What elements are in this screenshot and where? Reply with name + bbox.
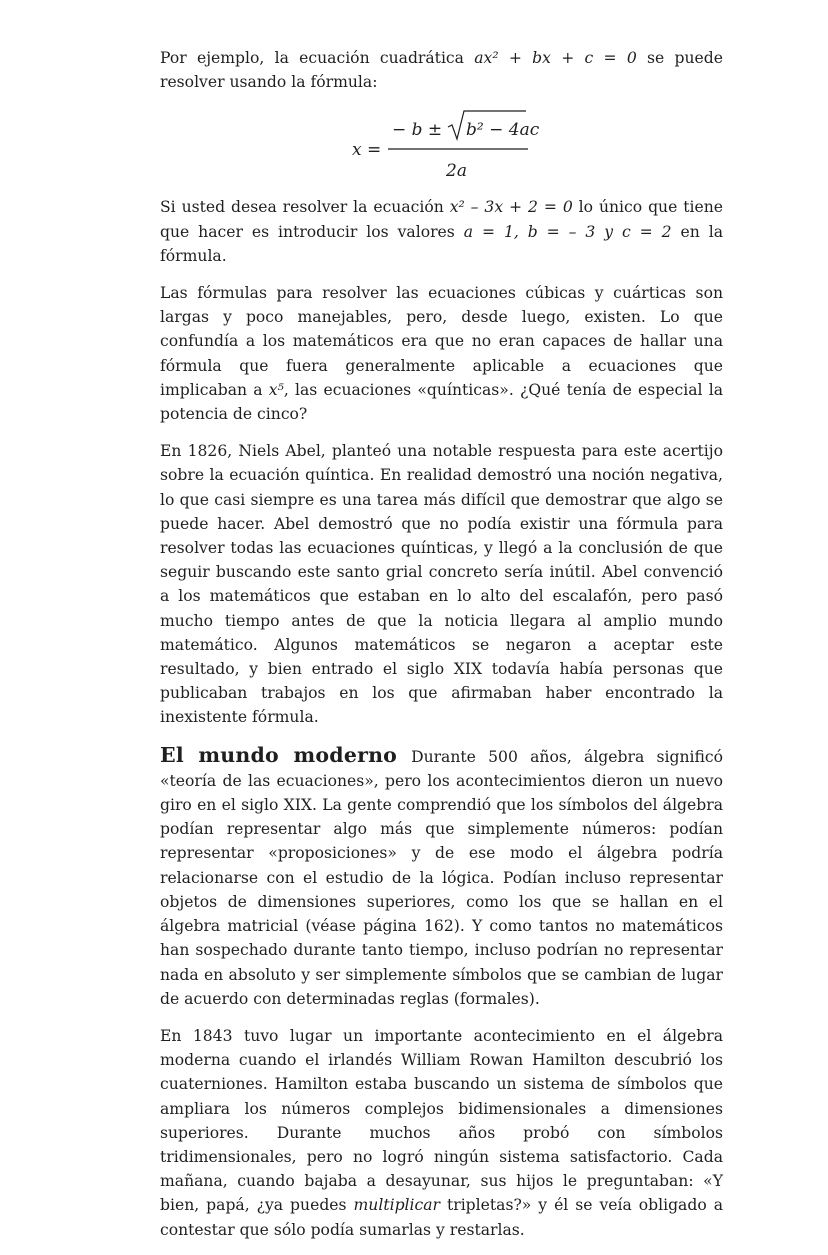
quadratic-formula-graphic	[348, 103, 548, 189]
formula-numerator-pre: − b ±	[392, 120, 443, 141]
text: Las fórmulas para resolver las ecuaciones cúbicas y cuárticas son largas y poco manejables, pero, desde luego, existen. Lo que confundía a los matemáticos era que no eran capaces de hallar una fórmula que fuera generalmente aplicable a ecuaciones que implicaban a	[160, 284, 723, 399]
text: En 1843 tuvo lugar un importante acontecimiento en el álgebra moderna cuando el irlandés William Rowan Hamilton descubrió los cuaterniones. Hamilton estaba buscando un sistema de símbolos que ampliara los números complejos bidimensionales a dimensiones superiores. Durante muchos años probó con símbolos tridimensionales, pero no logró ningún sistema satisfactorio. Cada mañana, cuando bajaba a desayunar, sus hijos le preguntaban: «Y bien, papá, ¿ya puedes	[160, 1026, 723, 1215]
paragraph-hamilton	[160, 1024, 723, 1242]
paragraph-abel: En 1826, Niels Abel, planteó una notable respuesta para este acertijo sobre la ecuación quíntica. En realidad demostró una noción negativa, lo que casi siempre es una tarea más difícil que demostrar que algo se puede hacer. Abel demostró que no podía existir una fórmula para resolver todas las ecuaciones quínticas, y llegó a la conclusión de que seguir buscando este santo grial concreto sería inútil. Abel convenció a los matemáticos que estaban en lo alto del escalafón, pero pasó mucho tiempo antes de que la noticia llegara al amplio mundo matemático. Algunos matemáticos se negaron a aceptar este resultado, y bien entrado el siglo XIX todavía había personas que publicaban trabajos en los que afirmaban haber encontrado la inexistente fórmula.	[160, 442, 723, 727]
text: se puede resolver usando la fórmula:	[160, 49, 723, 92]
text: Durante 500 años, álgebra significó «teoría de las ecuaciones», pero los acontecimientos dieron un nuevo giro en el siglo XIX. La gente comprendió que los símbolos del álgebra podían representar algo más que simplemente números: podían representar «proposiciones» y de ese modo el álgebra podría relacionarse con el estudio de la lógica. Podían incluso representar objetos de dimensiones superiores, como los que se hallan en el álgebra matricial (véase página 162). Y como tantos no matemáticos han sospechado durante tanto tiempo, incluso podrían no representar nada en absoluto y ser simplemente símbolos que se cambian de lugar de acuerdo con determinadas reglas (formales).	[160, 747, 724, 1008]
quadratic-equation: ax² + bx + c = 0	[474, 49, 637, 67]
x-fifth-power: x⁵	[268, 380, 284, 399]
text: lo único que tiene que hacer es introducir los valores	[160, 198, 723, 241]
text: en la fórmula.	[160, 222, 723, 265]
paragraph-example-values	[160, 195, 723, 268]
text: Si usted desea resolver la ecuación	[160, 198, 450, 217]
formula-denominator: 2a	[446, 161, 467, 182]
formula-radicand: b² − 4ac	[466, 120, 540, 141]
example-equation: x² – 3x + 2 = 0	[449, 198, 573, 217]
page-content	[160, 46, 723, 1255]
paragraph-quadratic-intro	[160, 46, 723, 94]
text: , las ecuaciones «quínticas». ¿Qué tenía de especial la potencia de cinco?	[160, 380, 723, 424]
formula-lhs: x =	[352, 140, 382, 161]
emphasis: multiplicar	[353, 1196, 441, 1215]
text: Por ejemplo, la ecuación cuadrática	[160, 49, 475, 67]
coefficient-values: a = 1, b = – 3 y c = 2	[463, 222, 672, 241]
paragraph-modern-world	[160, 743, 723, 1011]
quadratic-formula	[160, 103, 723, 189]
section-heading: El mundo moderno	[160, 742, 398, 767]
text: tripletas?» y él se veía obligado a contestar que sólo podía sumarlas y restarlas.	[160, 1196, 723, 1239]
paragraph-quintic	[160, 281, 723, 426]
